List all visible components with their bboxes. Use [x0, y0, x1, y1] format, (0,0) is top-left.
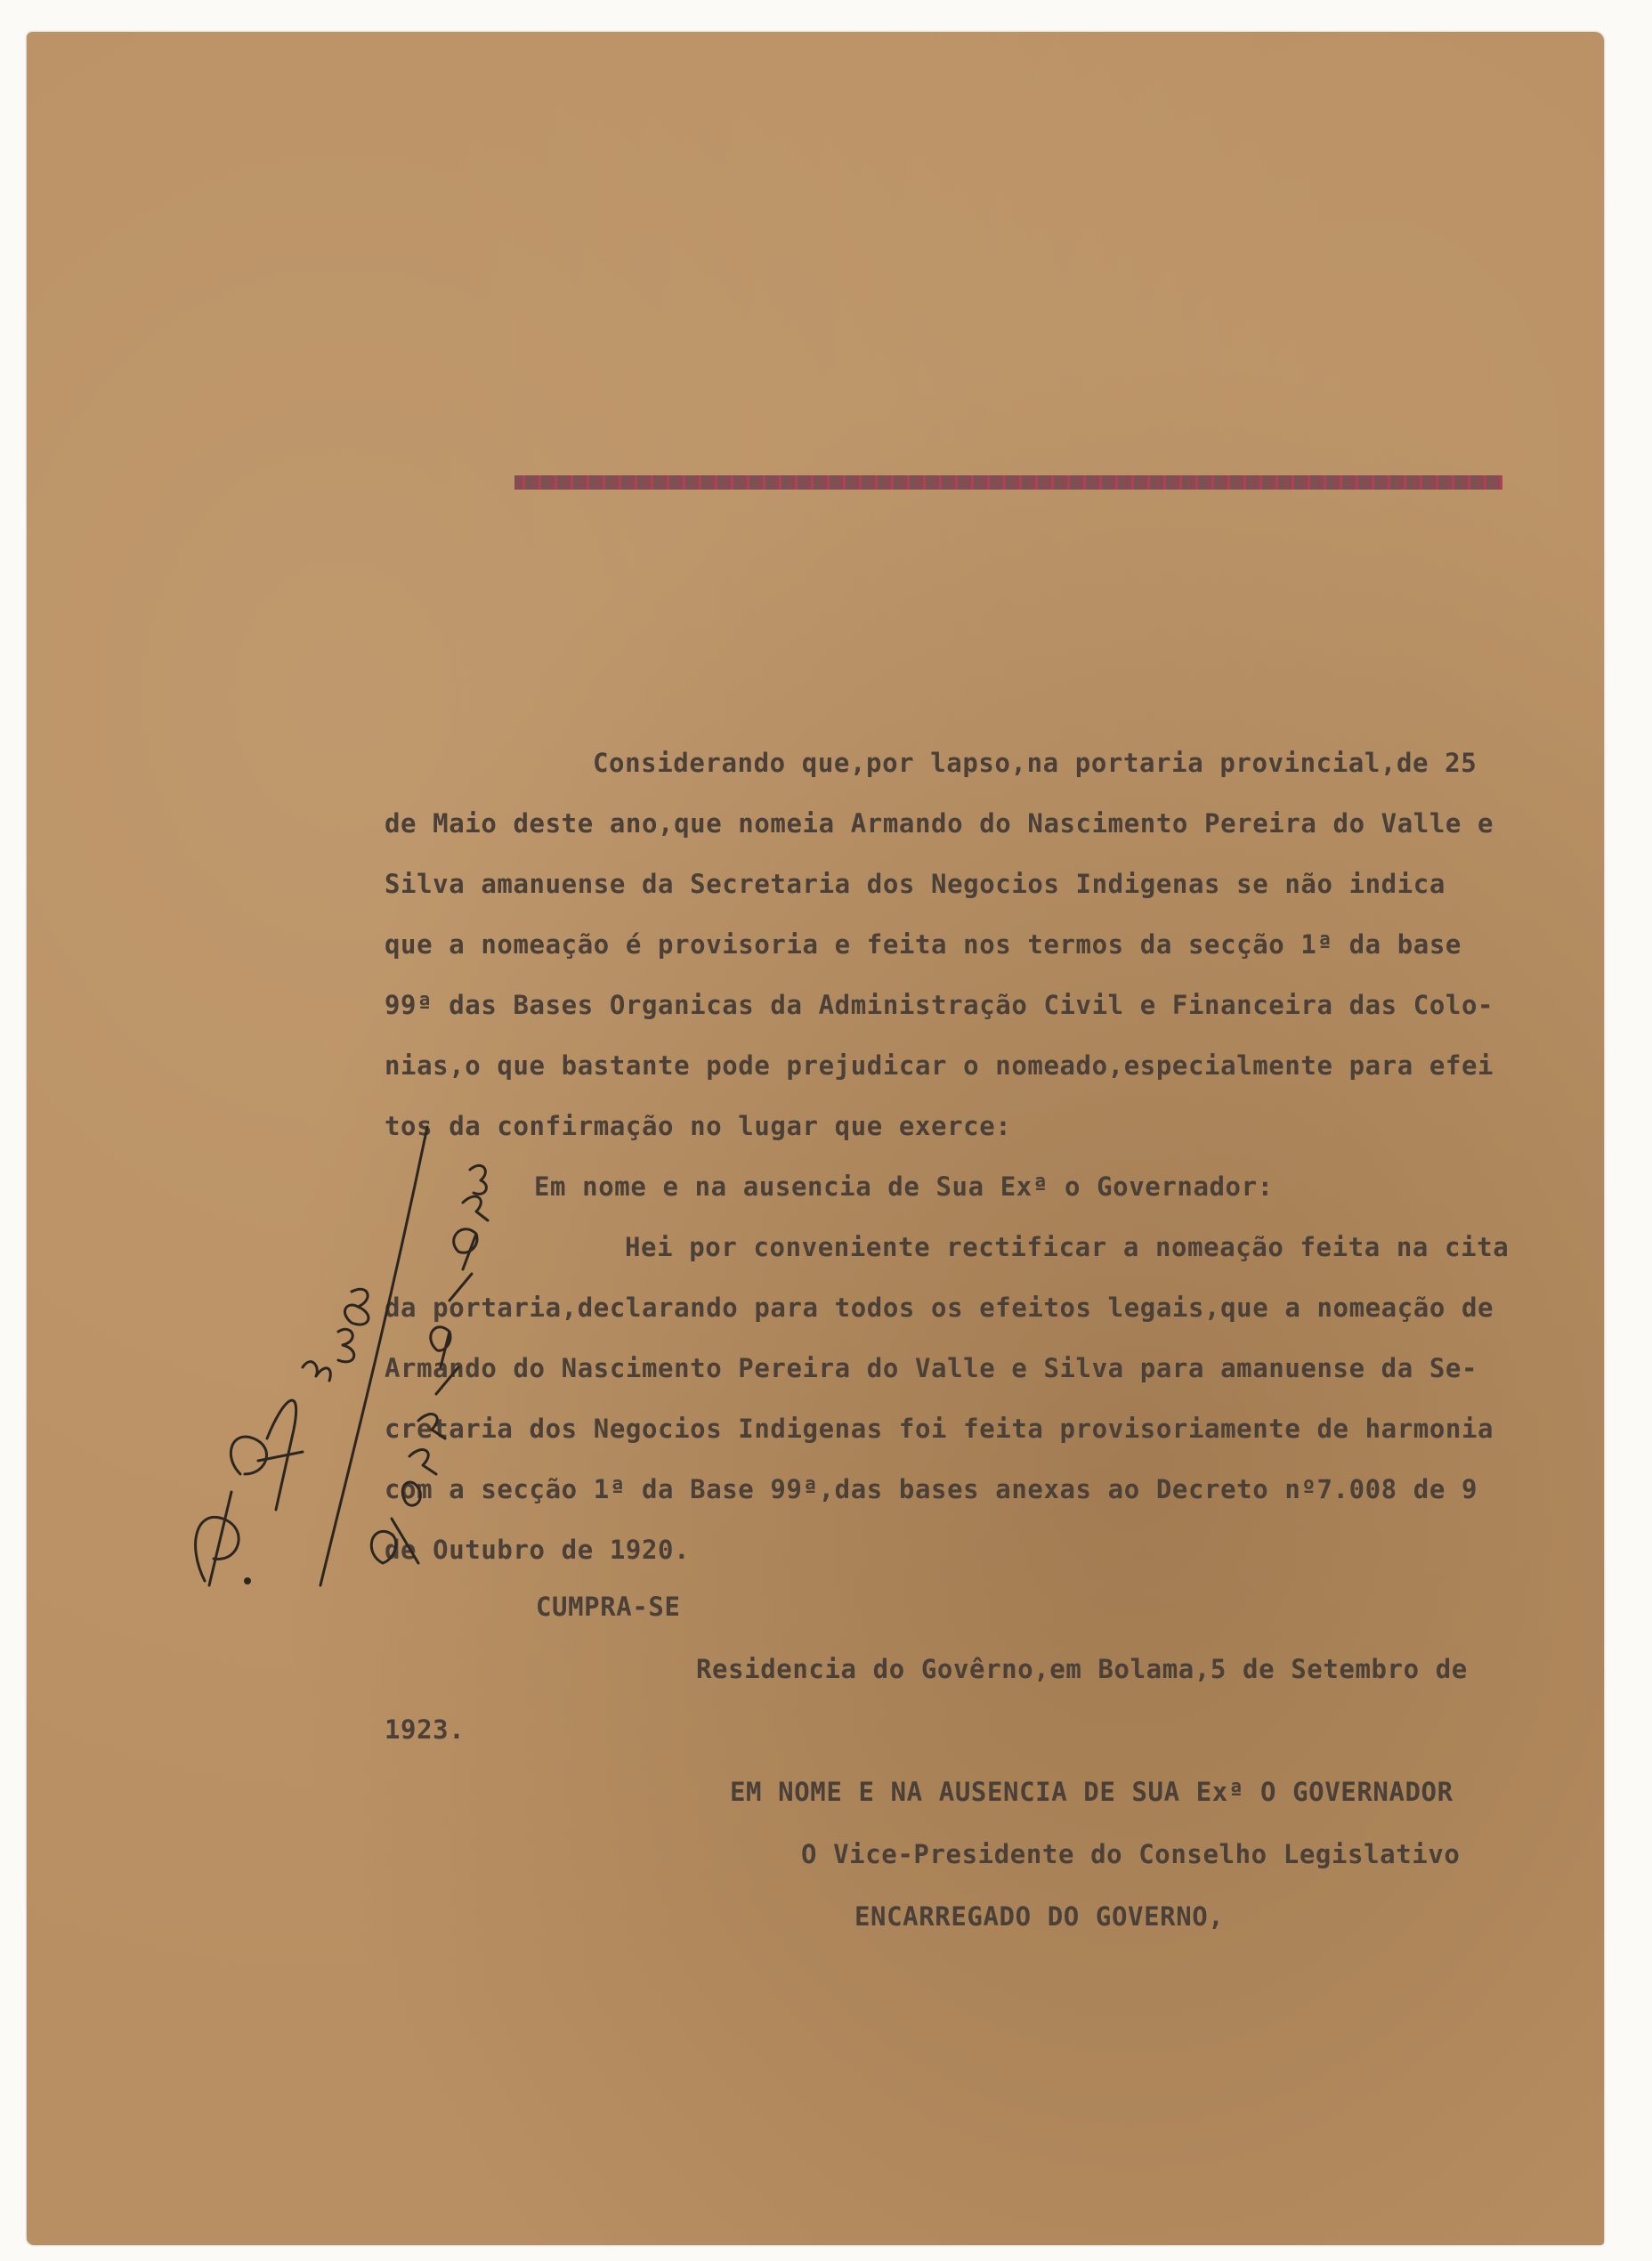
year: 1923.	[385, 1714, 466, 1745]
paragraph1-line-6: nias,o que bastante pode prejudicar o nomeado,especialmente para efei	[385, 1050, 1494, 1081]
cumpra-se: CUMPRA-SE	[536, 1592, 681, 1622]
paragraph2-line-6: de Outubro de 1920.	[385, 1535, 691, 1565]
signature-line-3: ENCARREGADO DO GOVERNO,	[854, 1901, 1225, 1932]
paragraph2-line-2: da portaria,declarando para todos os efeitos legais,que a nomeação de	[385, 1293, 1494, 1323]
signature-line-1: EM NOME E NA AUSENCIA DE SUA Exª O GOVERNADOR	[730, 1777, 1454, 1807]
paragraph1-line-1: Considerando que,por lapso,na portaria provincial,de 25	[593, 748, 1478, 778]
paragraph1-line-7: tos da confirmação no lugar que exerce:	[385, 1111, 1012, 1141]
paragraph2-line-5: com a secção 1ª da Base 99ª,das bases anexas ao Decreto nº7.008 de 9	[385, 1474, 1478, 1504]
paragraph1-line-4: que a nomeação é provisoria e feita nos termos da secção 1ª da base	[385, 929, 1462, 960]
signature-line-2: O Vice-Presidente do Conselho Legislativo	[801, 1839, 1461, 1869]
handwritten-margin-note	[169, 1100, 490, 1599]
paragraph1-line-3: Silva amanuense da Secretaria dos Negocios Indigenas se não indica	[385, 869, 1446, 899]
handwriting-drawing	[169, 1100, 490, 1599]
paragraph2-line-3: Armando do Nascimento Pereira do Valle e Silva para amanuense da Se-	[385, 1353, 1478, 1383]
paragraph1-line-2: de Maio deste ano,que nomeia Armando do Nascimento Pereira do Valle e	[385, 808, 1494, 839]
authority-line: Em nome e na ausencia de Sua Exª o Governador:	[534, 1171, 1274, 1202]
document-sheet	[27, 32, 1604, 2245]
paragraph2-line-1: Hei por conveniente rectificar a nomeação feita na cita	[625, 1232, 1510, 1262]
paragraph1-line-5: 99ª das Bases Organicas da Administração Civil e Financeira das Colo-	[385, 990, 1494, 1020]
place-date: Residencia do Govêrno,em Bolama,5 de Setembro de	[696, 1654, 1468, 1684]
struck-through-line	[514, 475, 1502, 490]
paragraph2-line-4: cretaria dos Negocios Indigenas foi feita provisoriamente de harmonia	[385, 1414, 1494, 1444]
